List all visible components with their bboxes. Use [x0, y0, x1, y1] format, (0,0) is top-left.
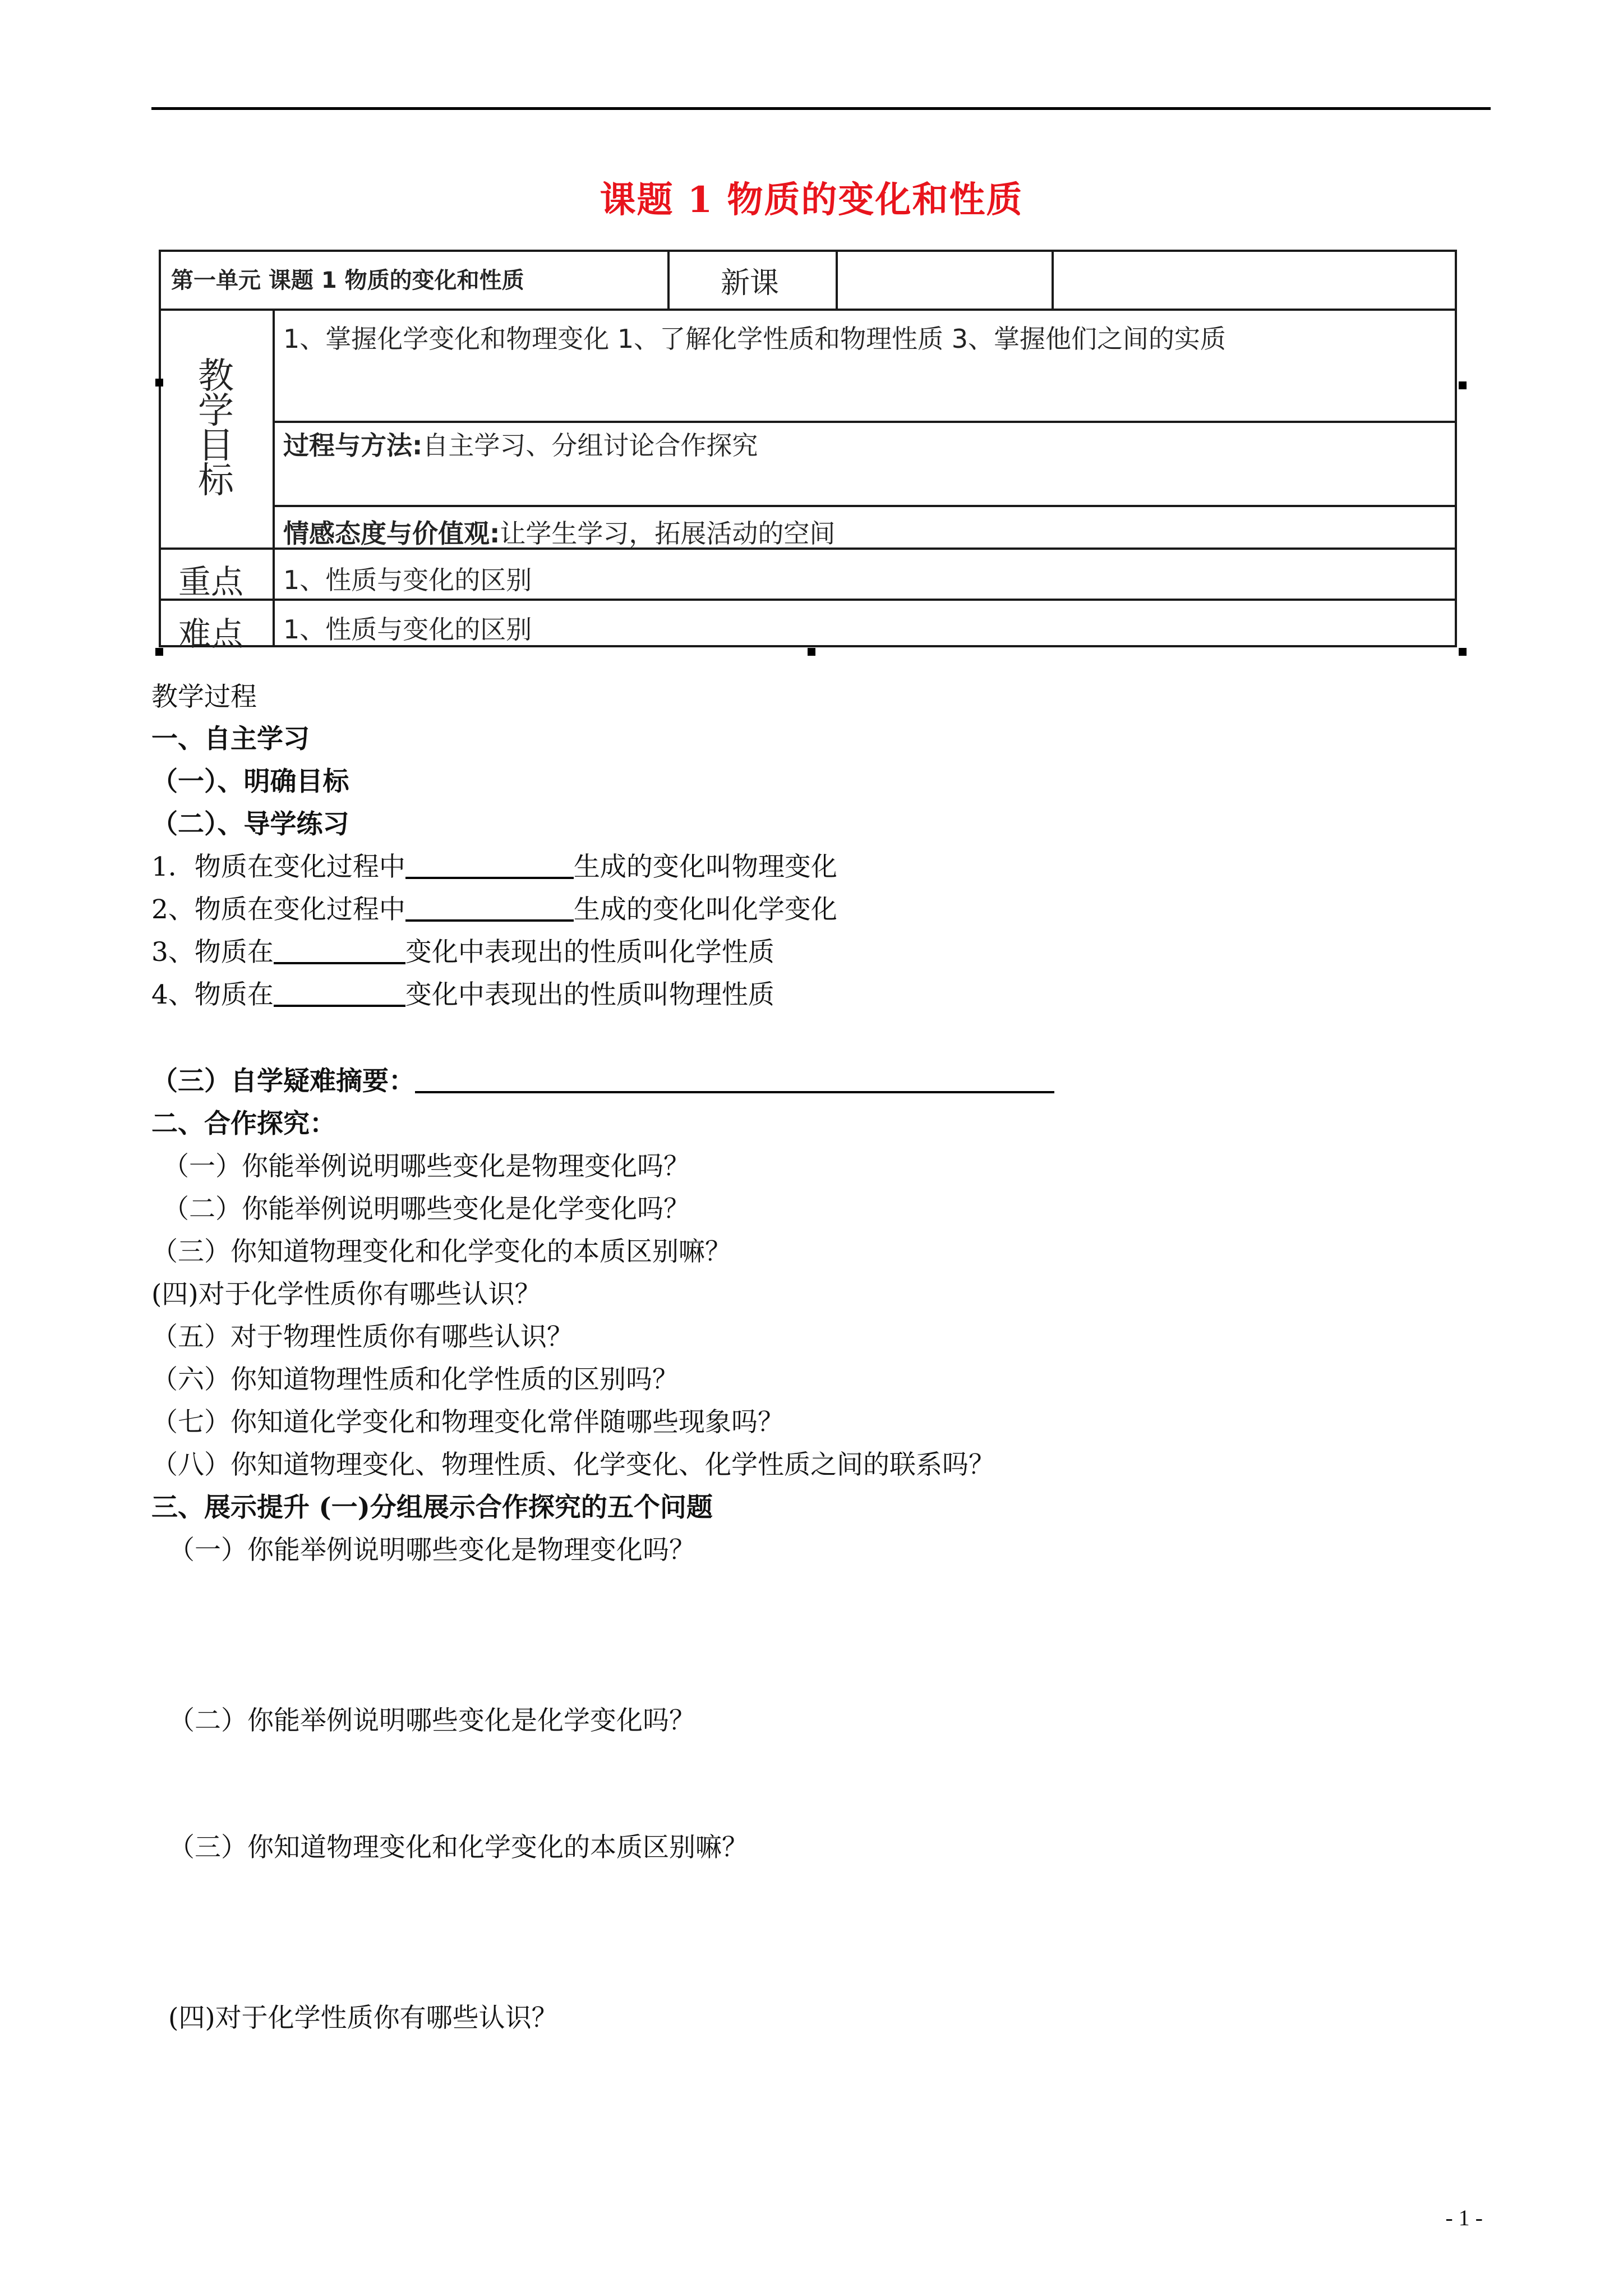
fill-blank[interactable]	[274, 982, 405, 1007]
exercise-3-prefix: 3、物质在	[151, 937, 274, 968]
summary-label: （三）自学疑难摘要：	[151, 1066, 415, 1097]
goals-label: 教学目标	[198, 356, 234, 501]
explore-question: （一）你能举例说明哪些变化是物理变化吗？	[163, 1151, 690, 1182]
selection-handle	[1459, 648, 1467, 656]
explore-question: （三）你知道物理变化和化学变化的本质区别嘛？	[151, 1236, 731, 1267]
process-heading: 教学过程	[151, 682, 257, 712]
goal-knowledge: 1、掌握化学变化和物理变化 1、了解化学性质和物理性质 3、掌握他们之间的实质	[283, 324, 1227, 354]
section-2-title: 二、合作探究：	[151, 1108, 336, 1139]
goal-process-label: 过程与方法:	[283, 430, 423, 461]
selection-handle	[808, 648, 815, 656]
showcase-question: (四)对于化学性质你有哪些认识？	[168, 2003, 558, 2033]
goal-emotion-label: 情感态度与价值观:	[283, 518, 500, 549]
explore-question: （七）你知道化学变化和物理变化常伴随哪些现象吗？	[151, 1407, 784, 1438]
exercise-3	[151, 931, 774, 969]
exercise-2-suffix: 生成的变化叫化学变化	[573, 894, 837, 925]
fill-blank[interactable]	[274, 940, 405, 964]
section-1-sub1: （一）、明确目标	[151, 766, 349, 797]
explore-question: （二）你能举例说明哪些变化是化学变化吗？	[163, 1194, 690, 1225]
section-3-title: 三、展示提升 (一)分组展示合作探究的五个问题	[151, 1492, 713, 1523]
selection-handle	[155, 379, 163, 386]
key-label: 重点	[178, 563, 244, 601]
difficulty-text: 1、性质与变化的区别	[283, 614, 532, 645]
showcase-question: （二）你能举例说明哪些变化是化学变化吗？	[168, 1705, 695, 1736]
header-rule	[151, 107, 1491, 110]
explore-question: （八）你知道物理变化、物理性质、化学变化、化学性质之间的联系吗？	[151, 1450, 995, 1480]
goal-process-text: 自主学习、分组讨论合作探究	[422, 430, 758, 461]
exercise-4-prefix: 4、物质在	[151, 979, 274, 1010]
section-1-title: 一、自主学习	[151, 724, 310, 754]
page-number: - 1 -	[1445, 2205, 1483, 2230]
goal-emotion-text: 让学生学习，拓展活动的空间	[500, 518, 836, 549]
showcase-question: （三）你知道物理变化和化学变化的本质区别嘛？	[168, 1832, 748, 1863]
lesson-type-cell: 新课	[721, 266, 780, 300]
fill-blank[interactable]	[405, 854, 574, 879]
showcase-question: （一）你能举例说明哪些变化是物理变化吗？	[168, 1535, 695, 1566]
selection-handle	[1459, 381, 1467, 389]
difficulty-label: 难点	[178, 615, 244, 653]
exercise-1-suffix: 生成的变化叫物理变化	[573, 852, 837, 882]
exercise-2	[151, 889, 837, 926]
exercise-3-suffix: 变化中表现出的性质叫化学性质	[405, 937, 774, 968]
fill-blank[interactable]	[405, 897, 574, 922]
summary-blank[interactable]	[415, 1069, 1054, 1093]
section-1-sub2: （二）、导学练习	[151, 809, 349, 840]
exercise-4	[151, 974, 774, 1011]
key-text: 1、性质与变化的区别	[283, 565, 532, 595]
self-study-summary	[151, 1060, 1054, 1098]
exercise-1	[151, 846, 837, 884]
goal-emotion	[283, 513, 835, 550]
exercise-1-prefix: 1．物质在变化过程中	[151, 852, 405, 882]
exercise-4-suffix: 变化中表现出的性质叫物理性质	[405, 979, 774, 1010]
unit-cell: 第一单元 课题 1 物质的变化和性质	[171, 268, 524, 293]
goal-process	[283, 425, 758, 462]
exercise-2-prefix: 2、物质在变化过程中	[151, 894, 405, 925]
explore-question: （六）你知道物理性质和化学性质的区别吗？	[151, 1364, 679, 1395]
explore-question: （五）对于物理性质你有哪些认识？	[151, 1322, 573, 1352]
document-title: 课题 1 物质的变化和性质	[600, 179, 1023, 221]
explore-question: (四)对于化学性质你有哪些认识？	[151, 1279, 541, 1310]
selection-handle	[155, 648, 163, 656]
